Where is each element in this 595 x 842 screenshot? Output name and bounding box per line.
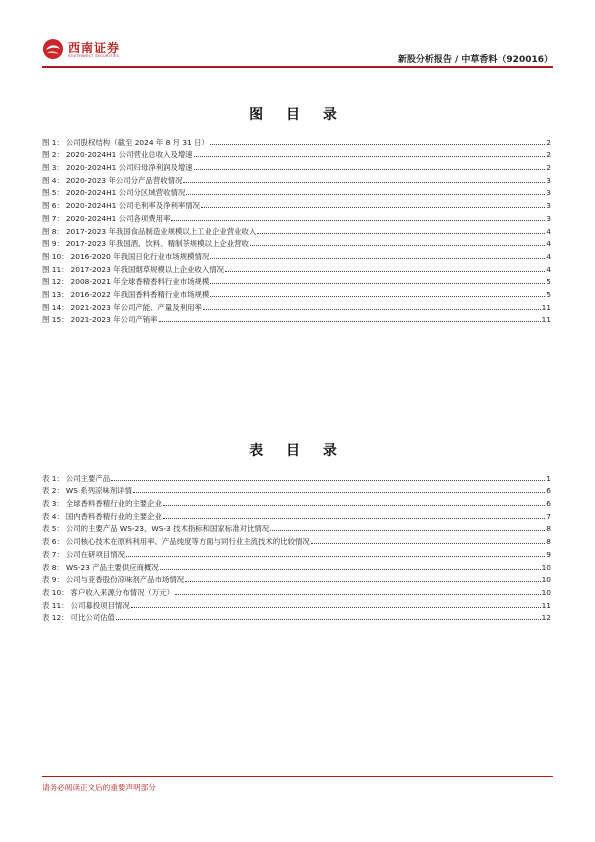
toc-entry-title bbox=[42, 163, 193, 172]
toc-entry-title bbox=[42, 588, 174, 597]
footer-divider bbox=[42, 776, 553, 777]
figures-toc-list bbox=[42, 134, 551, 324]
toc-entry-label: 表 5： bbox=[42, 524, 64, 534]
toc-page-number: 2 bbox=[546, 137, 551, 147]
table-toc-entry[interactable] bbox=[42, 584, 551, 597]
toc-page-number: 6 bbox=[546, 499, 551, 509]
table-toc-entry[interactable] bbox=[42, 495, 551, 508]
toc-dot-leader bbox=[201, 207, 545, 208]
toc-entry-label: 图 13： bbox=[42, 289, 69, 299]
toc-entry-label: 图 2： bbox=[42, 150, 64, 160]
figure-toc-entry[interactable] bbox=[42, 210, 551, 223]
toc-dot-leader bbox=[111, 480, 545, 481]
toc-entry-title bbox=[42, 239, 249, 248]
toc-entry-label: 图 8： bbox=[42, 226, 64, 236]
toc-entry-text: 2020-2024H1 公司营业总收入及增速 bbox=[65, 150, 193, 160]
toc-dot-leader bbox=[126, 556, 545, 557]
toc-entry-title bbox=[42, 601, 130, 610]
table-toc-entry[interactable] bbox=[42, 483, 551, 496]
figure-toc-entry[interactable] bbox=[42, 197, 551, 210]
toc-entry-label: 图 9： bbox=[42, 239, 64, 249]
toc-dot-leader bbox=[210, 296, 545, 297]
toc-page-number: 11 bbox=[541, 315, 551, 325]
toc-entry-text: 2017-2023 年我国酒、饮料、精制茶规模以上企业营收 bbox=[65, 239, 249, 249]
toc-entry-label: 表 11： bbox=[42, 600, 69, 610]
report-type: 新股分析报告 / 中草香料（920016） bbox=[397, 55, 553, 65]
toc-entry-title bbox=[42, 188, 185, 197]
toc-entry-title bbox=[42, 315, 158, 324]
toc-dot-leader bbox=[159, 321, 541, 322]
disclaimer-note: 请务必阅读正文后的重要声明部分 bbox=[42, 783, 156, 792]
toc-page-number: 4 bbox=[546, 226, 551, 236]
toc-dot-leader bbox=[131, 607, 541, 608]
toc-entry-title bbox=[42, 138, 209, 147]
figure-toc-entry[interactable] bbox=[42, 236, 551, 249]
tables-toc-title: 表 目 录 bbox=[249, 443, 346, 459]
toc-entry-label: 图 5： bbox=[42, 188, 64, 198]
toc-entry-label: 表 1： bbox=[42, 473, 64, 483]
toc-dot-leader bbox=[171, 220, 545, 221]
figure-toc-entry[interactable] bbox=[42, 159, 551, 172]
toc-page-number: 2 bbox=[546, 163, 551, 173]
toc-entry-label: 图 11： bbox=[42, 264, 69, 274]
tables-toc-list bbox=[42, 470, 551, 622]
toc-entry-label: 图 3： bbox=[42, 163, 64, 173]
toc-entry-title bbox=[42, 550, 125, 559]
toc-entry-text: 2020-2023 年公司分产品营收情况 bbox=[65, 175, 183, 185]
toc-page-number: 3 bbox=[546, 213, 551, 223]
logo-emblem-icon bbox=[42, 38, 64, 60]
toc-dot-leader bbox=[311, 543, 546, 544]
toc-entry-label: 表 2： bbox=[42, 486, 64, 496]
toc-dot-leader bbox=[133, 492, 545, 493]
toc-entry-text: 客户收入来源分布情况（万元） bbox=[70, 587, 175, 597]
toc-entry-title bbox=[42, 486, 132, 495]
toc-entry-text: 2020-2024H1 公司归母净利润及增速 bbox=[65, 163, 193, 173]
table-toc-entry[interactable] bbox=[42, 597, 551, 610]
figure-toc-entry[interactable] bbox=[42, 223, 551, 236]
toc-entry-text: 公司股权结构（截至 2024 年 8 月 31 日） bbox=[65, 137, 209, 147]
toc-entry-label: 图 15： bbox=[42, 315, 69, 325]
table-toc-entry[interactable] bbox=[42, 546, 551, 559]
toc-dot-leader bbox=[163, 505, 545, 506]
table-toc-entry[interactable] bbox=[42, 533, 551, 546]
toc-entry-label: 图 4： bbox=[42, 175, 64, 185]
toc-entry-label: 表 3： bbox=[42, 499, 64, 509]
toc-entry-label: 图 12： bbox=[42, 277, 69, 287]
toc-entry-title bbox=[42, 150, 193, 159]
toc-entry-text: 公司核心技术在原料利用率、产品纯度等方面与同行业主流技术的比较情况 bbox=[65, 537, 310, 547]
figure-toc-entry[interactable] bbox=[42, 147, 551, 160]
toc-entry-title bbox=[42, 214, 170, 223]
toc-dot-leader bbox=[250, 245, 545, 246]
toc-entry-text: 2016-2022 年我国香料香精行业市场规模 bbox=[70, 289, 210, 299]
toc-entry-title bbox=[42, 227, 256, 236]
toc-entry-text: 公司与亚香股份凉味剂产品市场情况 bbox=[65, 575, 185, 585]
toc-page-number: 2 bbox=[546, 150, 551, 160]
toc-page-number: 1 bbox=[546, 473, 551, 483]
toc-page-number: 11 bbox=[541, 302, 551, 312]
company-logo bbox=[42, 36, 162, 64]
toc-entry-text: 2016-2020 年我国日化行业市场规模情况 bbox=[70, 251, 210, 261]
toc-entry-label: 图 6： bbox=[42, 201, 64, 211]
toc-dot-leader bbox=[210, 283, 545, 284]
table-toc-entry[interactable] bbox=[42, 470, 551, 483]
toc-dot-leader bbox=[194, 156, 546, 157]
toc-page-number: 10 bbox=[541, 587, 551, 597]
toc-entry-title bbox=[42, 252, 209, 261]
figure-toc-entry[interactable] bbox=[42, 185, 551, 198]
toc-entry-label: 图 10： bbox=[42, 251, 69, 261]
toc-entry-text: 2008-2021 年全球香精香料行业市场规模 bbox=[70, 277, 210, 287]
toc-entry-title bbox=[42, 575, 184, 584]
toc-entry-label: 表 12： bbox=[42, 613, 69, 623]
toc-dot-leader bbox=[185, 581, 540, 582]
toc-dot-leader bbox=[210, 258, 545, 259]
brand-name-en: SOUTHWEST SECURITIES bbox=[68, 54, 120, 58]
toc-entry-label: 表 4： bbox=[42, 511, 64, 521]
toc-page-number: 3 bbox=[546, 188, 551, 198]
toc-dot-leader bbox=[116, 619, 541, 620]
toc-entry-text: 2020-2024H1 公司分区域营收情况 bbox=[65, 188, 186, 198]
toc-entry-title bbox=[42, 290, 209, 299]
toc-entry-label: 图 14： bbox=[42, 302, 69, 312]
toc-entry-label: 表 9： bbox=[42, 575, 64, 585]
toc-page-number: 12 bbox=[541, 613, 551, 623]
toc-entry-text: 2020-2024H1 公司各项费用率 bbox=[65, 213, 171, 223]
toc-page-number: 8 bbox=[546, 524, 551, 534]
table-toc-entry[interactable] bbox=[42, 521, 551, 534]
toc-entry-text: 可比公司估值 bbox=[70, 613, 115, 623]
toc-page-number: 7 bbox=[546, 511, 551, 521]
toc-page-number: 9 bbox=[546, 549, 551, 559]
toc-entry-text: 2017-2023 年我国烟草规模以上企业收入情况 bbox=[70, 264, 225, 274]
toc-entry-text: 全球香料香精行业的主要企业 bbox=[65, 499, 162, 509]
toc-entry-label: 表 10： bbox=[42, 587, 69, 597]
figure-toc-entry[interactable] bbox=[42, 286, 551, 299]
toc-entry-title bbox=[42, 265, 224, 274]
toc-entry-title bbox=[42, 512, 162, 521]
toc-dot-leader bbox=[175, 594, 541, 595]
toc-entry-text: 公司在研项目情况 bbox=[65, 549, 125, 559]
toc-entry-title bbox=[42, 303, 202, 312]
figure-toc-entry[interactable] bbox=[42, 312, 551, 325]
toc-entry-label: 表 7： bbox=[42, 549, 64, 559]
toc-page-number: 3 bbox=[546, 175, 551, 185]
toc-entry-text: WS-23 产品主要供应商概况 bbox=[65, 562, 159, 572]
toc-page-number: 11 bbox=[541, 600, 551, 610]
toc-dot-leader bbox=[160, 569, 541, 570]
toc-entry-title bbox=[42, 176, 182, 185]
table-toc-entry[interactable] bbox=[42, 572, 551, 585]
toc-entry-title bbox=[42, 277, 209, 286]
toc-dot-leader bbox=[270, 530, 545, 531]
toc-dot-leader bbox=[203, 309, 541, 310]
figure-toc-entry[interactable] bbox=[42, 274, 551, 287]
toc-entry-title bbox=[42, 613, 115, 622]
toc-page-number: 4 bbox=[546, 239, 551, 249]
toc-entry-text: 公司主要产品 bbox=[65, 473, 111, 483]
toc-entry-title bbox=[42, 563, 159, 572]
figure-toc-entry[interactable] bbox=[42, 261, 551, 274]
figure-toc-entry[interactable] bbox=[42, 248, 551, 261]
toc-page-number: 4 bbox=[546, 251, 551, 261]
toc-dot-leader bbox=[257, 233, 545, 234]
toc-dot-leader bbox=[225, 271, 545, 272]
toc-entry-title bbox=[42, 524, 269, 533]
toc-page-number: 5 bbox=[546, 277, 551, 287]
toc-page-number: 3 bbox=[546, 201, 551, 211]
toc-entry-label: 图 7： bbox=[42, 213, 64, 223]
toc-dot-leader bbox=[183, 182, 545, 183]
table-toc-entry[interactable] bbox=[42, 559, 551, 572]
toc-dot-leader bbox=[210, 144, 545, 145]
page-header bbox=[42, 36, 553, 66]
toc-page-number: 10 bbox=[541, 575, 551, 585]
toc-entry-title bbox=[42, 474, 110, 483]
toc-page-number: 10 bbox=[541, 562, 551, 572]
toc-entry-text: WS 系列凉味剂详情 bbox=[65, 486, 132, 496]
toc-entry-text: 2020-2024H1 公司毛利率及净利率情况 bbox=[65, 201, 201, 211]
toc-entry-text: 国内香料香精行业的主要企业 bbox=[65, 511, 162, 521]
toc-entry-label: 表 6： bbox=[42, 537, 64, 547]
toc-dot-leader bbox=[163, 518, 545, 519]
toc-entry-text: 公司募投项目情况 bbox=[70, 600, 130, 610]
toc-entry-title bbox=[42, 537, 310, 546]
toc-entry-text: 2021-2023 年公司产销率 bbox=[70, 315, 158, 325]
toc-page-number: 5 bbox=[546, 289, 551, 299]
figure-toc-entry[interactable] bbox=[42, 299, 551, 312]
toc-entry-label: 表 8： bbox=[42, 562, 64, 572]
toc-entry-text: 公司的主要产品 WS-23、WS-3 技术指标和国家标准对比情况 bbox=[65, 524, 270, 534]
toc-page-number: 6 bbox=[546, 486, 551, 496]
toc-page-number: 4 bbox=[546, 264, 551, 274]
header-divider bbox=[42, 66, 553, 68]
toc-entry-label: 图 1： bbox=[42, 137, 64, 147]
table-toc-entry[interactable] bbox=[42, 508, 551, 521]
toc-entry-title bbox=[42, 201, 200, 210]
brand-name-cn: 西南证券 bbox=[68, 41, 121, 55]
toc-entry-text: 2021-2023 年公司产能、产量及利用率 bbox=[70, 302, 202, 312]
figures-toc-title: 图 目 录 bbox=[249, 107, 346, 123]
figure-toc-entry[interactable] bbox=[42, 134, 551, 147]
toc-entry-text: 2017-2023 年我国食品制造业规模以上工业企业营业收入 bbox=[65, 226, 257, 236]
toc-dot-leader bbox=[186, 194, 545, 195]
toc-dot-leader bbox=[194, 169, 546, 170]
toc-page-number: 8 bbox=[546, 537, 551, 547]
table-toc-entry[interactable] bbox=[42, 610, 551, 623]
toc-entry-title bbox=[42, 499, 162, 508]
figure-toc-entry[interactable] bbox=[42, 172, 551, 185]
